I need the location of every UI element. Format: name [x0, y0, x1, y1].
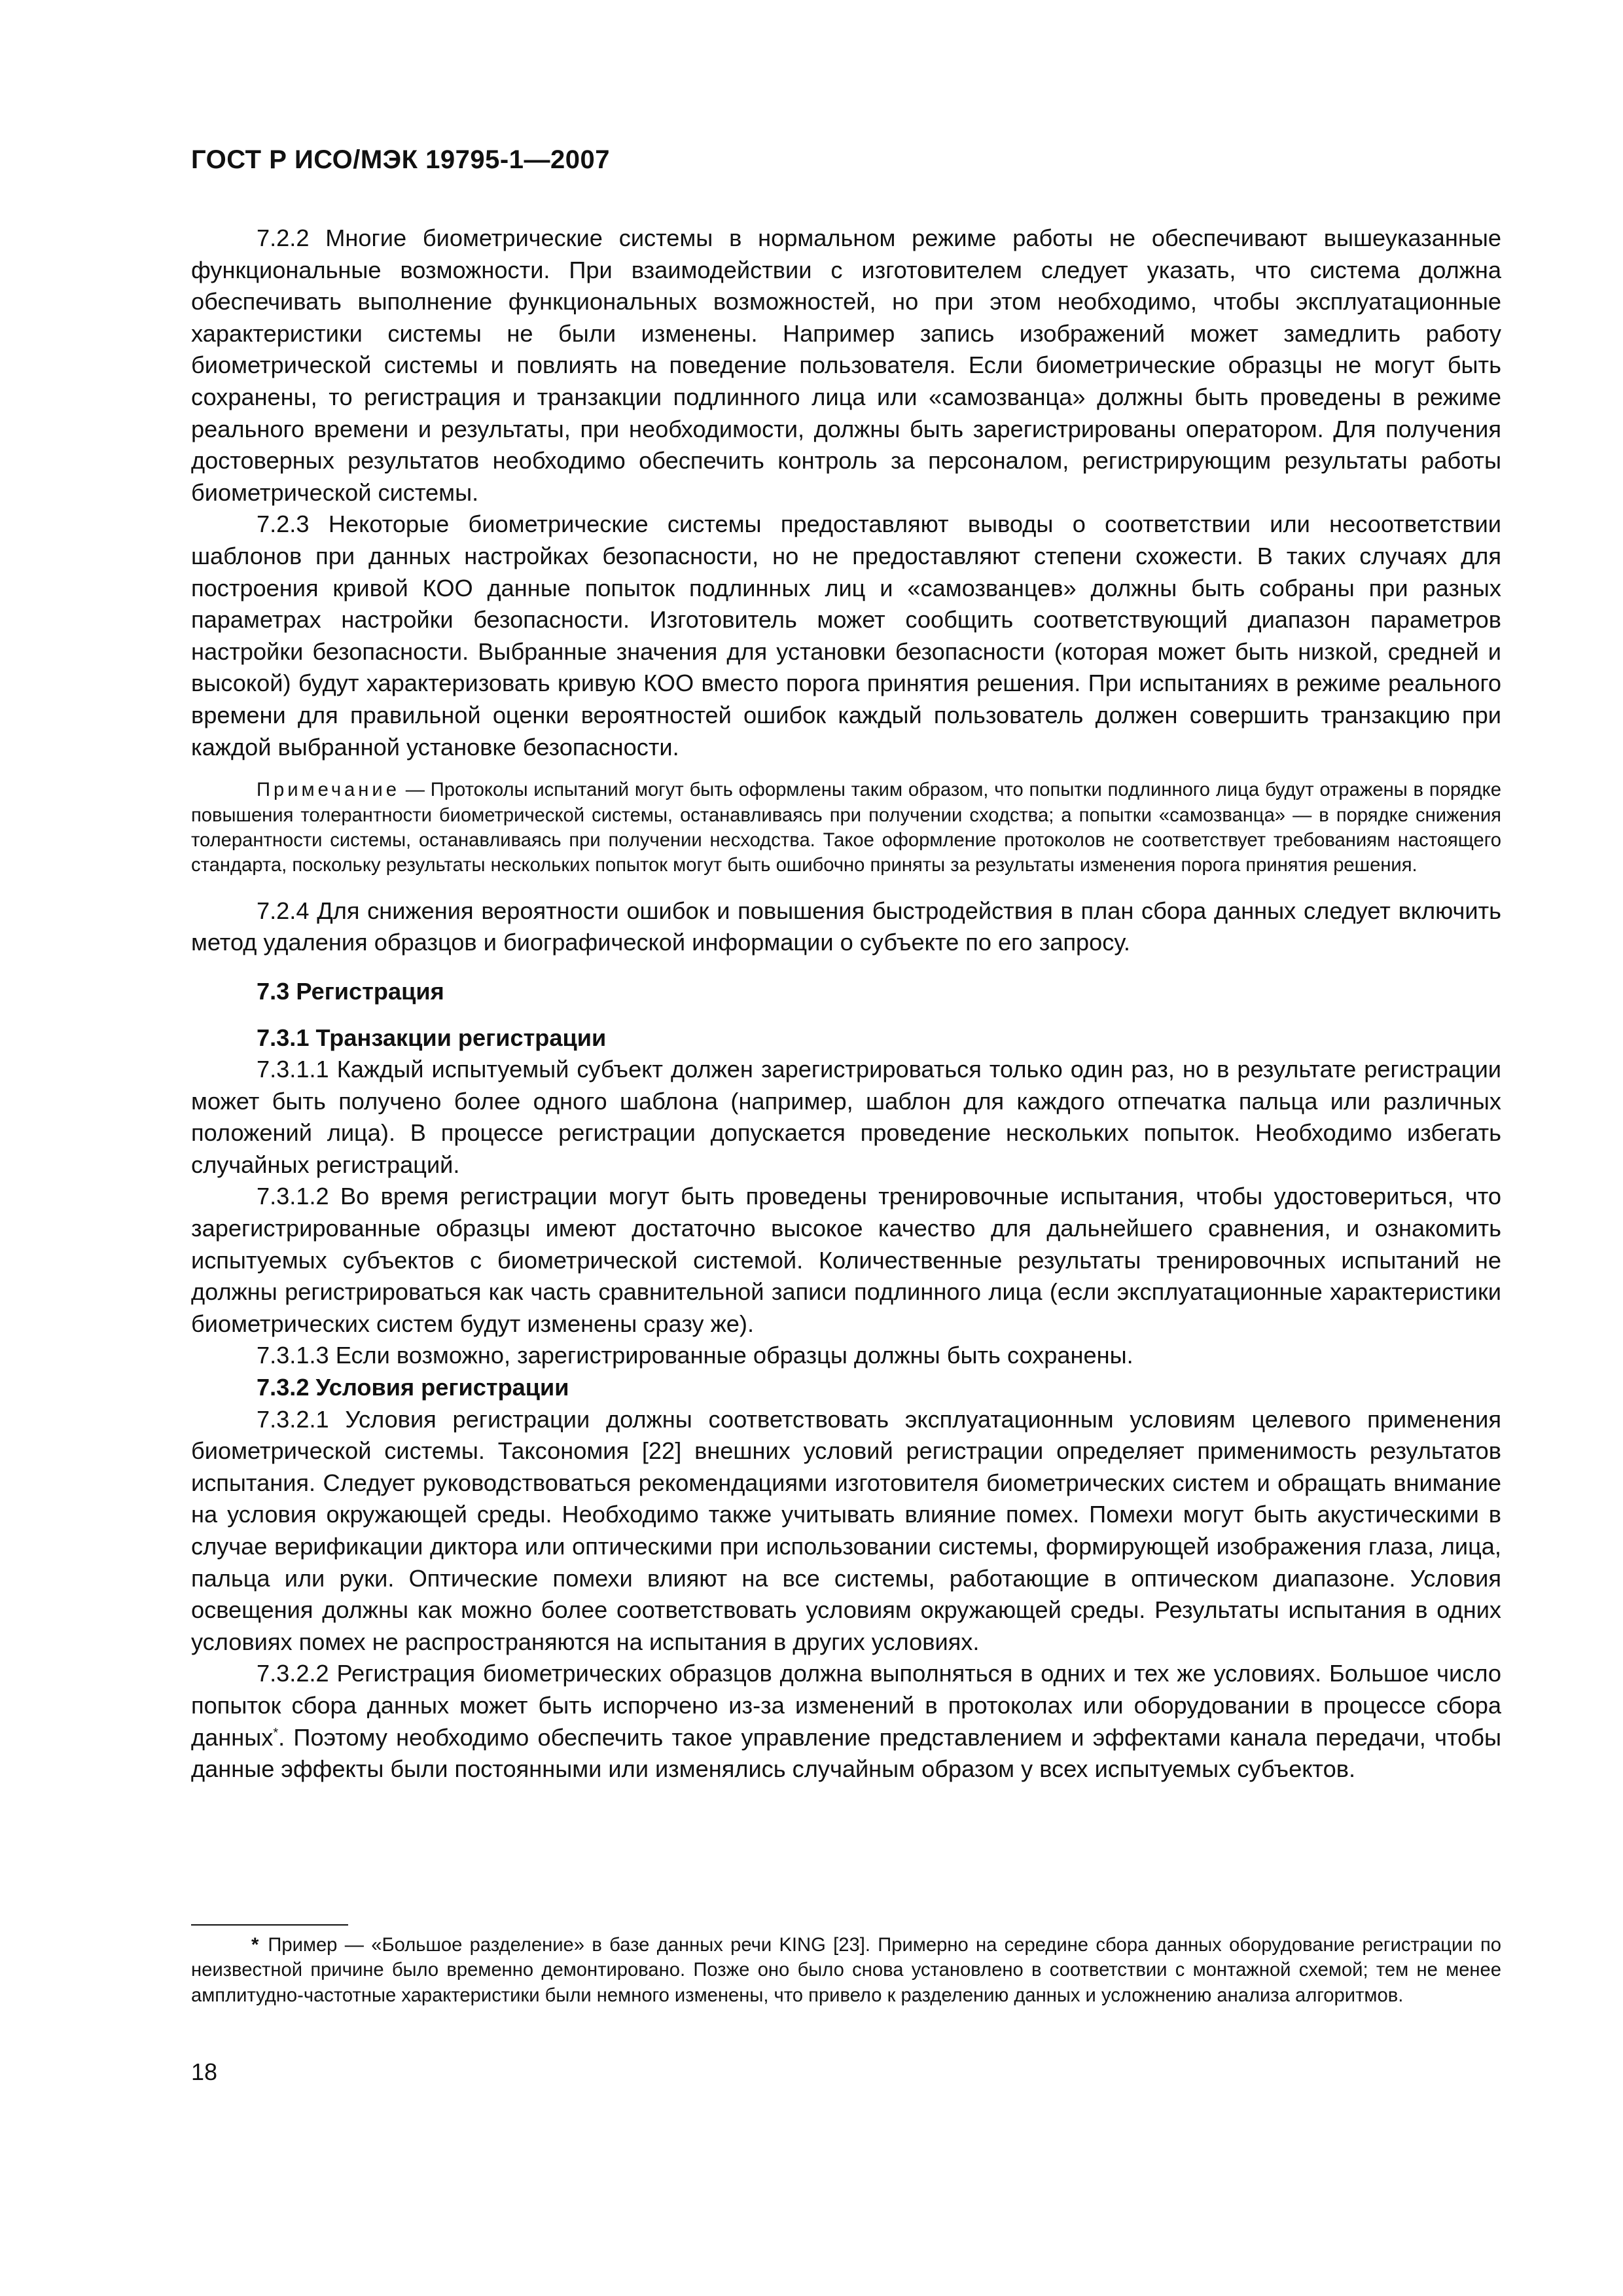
note-block — [191, 778, 1501, 878]
note-text: — Протоколы испытаний могут быть оформлены таким образом, что попытки подлинного лица будут отражены в порядке повышения толерантности биометрической системы, останавливаясь при получении сходства; а попытки «самозванца» — в порядке снижения толерантности системы, останавливаясь при получении несходства. Такое оформление протоколов не соответствует требованиям настоящего стандарта, поскольку результаты нескольких попыток могут быть ошибочно приняты за результаты изменения порога принятия решения. — [191, 780, 1501, 876]
section-heading-7-3-1: 7.3.1 Транзакции регистрации — [257, 1024, 607, 1051]
section-heading-7-3: 7.3 Регистрация — [257, 977, 444, 1005]
paragraph-7-2-3: 7.2.3 Некоторые биометрические системы предоставляют выводы о соответствии или несоответствии шаблонов при данных настройках безопасности, но не предоставляют степени схожести. В таких случаях для построения кривой КОО данные попыток подлинных лиц и «самозванцев» должны быть собраны при разных параметрах настройки безопасности. Изготовитель может сообщить соответствующий диапазон параметров настройки безопасности. Выбранные значения для установки безопасности (которая может быть низкой, средней и высокой) будут характеризовать кривую КОО вместо порога принятия решения. При испытаниях в режиме реального времени для правильной оценки вероятностей ошибок каждый пользователь должен совершить транзакцию при каждой выбранной установке безопасности. — [191, 511, 1501, 761]
paragraph-7-3-2-1: 7.3.2.1 Условия регистрации должны соответствовать эксплуатационным условиям целевого применения биометрической системы. Таксономия [22] внешних условий регистрации определяет применимость результатов испытания. Следует руководствоваться рекомендациями изготовителя биометрических систем и обращать внимание на условия окружающей среды. Необходимо также учитывать влияние помех. Помехи могут быть акустическими в случае верификации диктора или оптическими при использовании системы, формирующей изображения глаза, лица, пальца или руки. Оптические помехи влияют на все системы, работающие в оптическом диапазоне. Условия освещения должны как можно более соответствовать условиям окружающей среды. Результаты испытания в одних условиях помех не распространяются на испытания в других условиях. — [191, 1405, 1501, 1655]
paragraph-7-2-4: 7.2.4 Для снижения вероятности ошибок и повышения быстродействия в план сбора данных следует включить метод удаления образцов и биографической информации о субъекте по его запросу. — [191, 897, 1501, 956]
footnote-text: Пример — «Большое разделение» в базе данных речи KING [23]. Примерно на середине сбора данных оборудование регистрации по неизвестной причине было временно демонтировано. Позже оно было снова установлено в соответствии с монтажной схемой; тем не менее амплитудно-частотные характеристики были немного изменены, что привело к разделению данных и усложнению анализа алгоритмов. — [191, 1935, 1501, 2006]
footnote-divider — [191, 1924, 348, 1926]
footnote-reference[interactable]: * — [273, 1725, 279, 1740]
document-page — [191, 0, 1501, 2296]
paragraph-7-3-2-2 — [191, 1658, 1501, 1785]
section-heading-7-3-2: 7.3.2 Условия регистрации — [257, 1374, 569, 1401]
paragraph-7-3-2-2-part-b: . Поэтому необходимо обеспечить такое управление представлением и эффектами канала передачи, чтобы данные эффекты были постоянными или изменялись случайным образом у всех испытуемых субъектов. — [191, 1723, 1501, 1783]
paragraph-7-3-2-2-part-a: 7.3.2.2 Регистрация биометрических образцов должна выполняться в одних и тех же условиях. Большое число попыток сбора данных может быть испорчено из-за изменений в протоколах или оборудовании в процессе сбора данных — [191, 1660, 1501, 1751]
paragraph-7-3-1-3: 7.3.1.3 Если возможно, зарегистрированные образцы должны быть сохранены. — [257, 1342, 1133, 1369]
document-body — [191, 223, 1501, 1785]
footnote — [191, 1933, 1501, 2008]
paragraph-7-2-2: 7.2.2 Многие биометрические системы в нормальном режиме работы не обеспечивают вышеуказанные функциональные возможности. При взаимодействии с изготовителем следует указать, что система должна обеспечивать выполнение функциональных возможностей, но при этом необходимо, чтобы эксплуатационные характеристики системы не были изменены. Например запись изображений может замедлить работу биометрической системы и повлиять на поведение пользователя. Если биометрические образцы не могут быть сохранены, то регистрация и транзакции подлинного лица или «самозванца» должны быть проведены в режиме реального времени и результаты, при необходимости, должны быть зарегистрированы оператором. Для получения достоверных результатов необходимо обеспечить контроль за персоналом, регистрирующим результаты работы биометрической системы. — [191, 224, 1501, 506]
paragraph-7-3-1-2: 7.3.1.2 Во время регистрации могут быть проведены тренировочные испытания, чтобы удостовериться, что зарегистрированные образцы имеют достаточно высокое качество для дальнейшего сравнения, и ознакомить испытуемых субъектов с биометрической системой. Количественные результаты тренировочных испытаний не должны регистрироваться как часть сравнительной записи подлинного лица (если эксплуатационные характеристики биометрических систем будут изменены сразу же). — [191, 1183, 1501, 1337]
page-number: 18 — [191, 2058, 218, 2085]
document-header: ГОСТ Р ИСО/МЭК 19795-1—2007 — [191, 145, 610, 174]
paragraph-7-3-1-1: 7.3.1.1 Каждый испытуемый субъект должен зарегистрироваться только один раз, но в результате регистрации может быть получено более одного шаблона (например, шаблон для каждого отпечатка пальца или различных положений лица). В процессе регистрации допускается проведение нескольких попыток. Необходимо избегать случайных регистраций. — [191, 1056, 1501, 1178]
footnote-mark: * — [251, 1935, 259, 1956]
note-label: Примечание — [257, 780, 400, 801]
